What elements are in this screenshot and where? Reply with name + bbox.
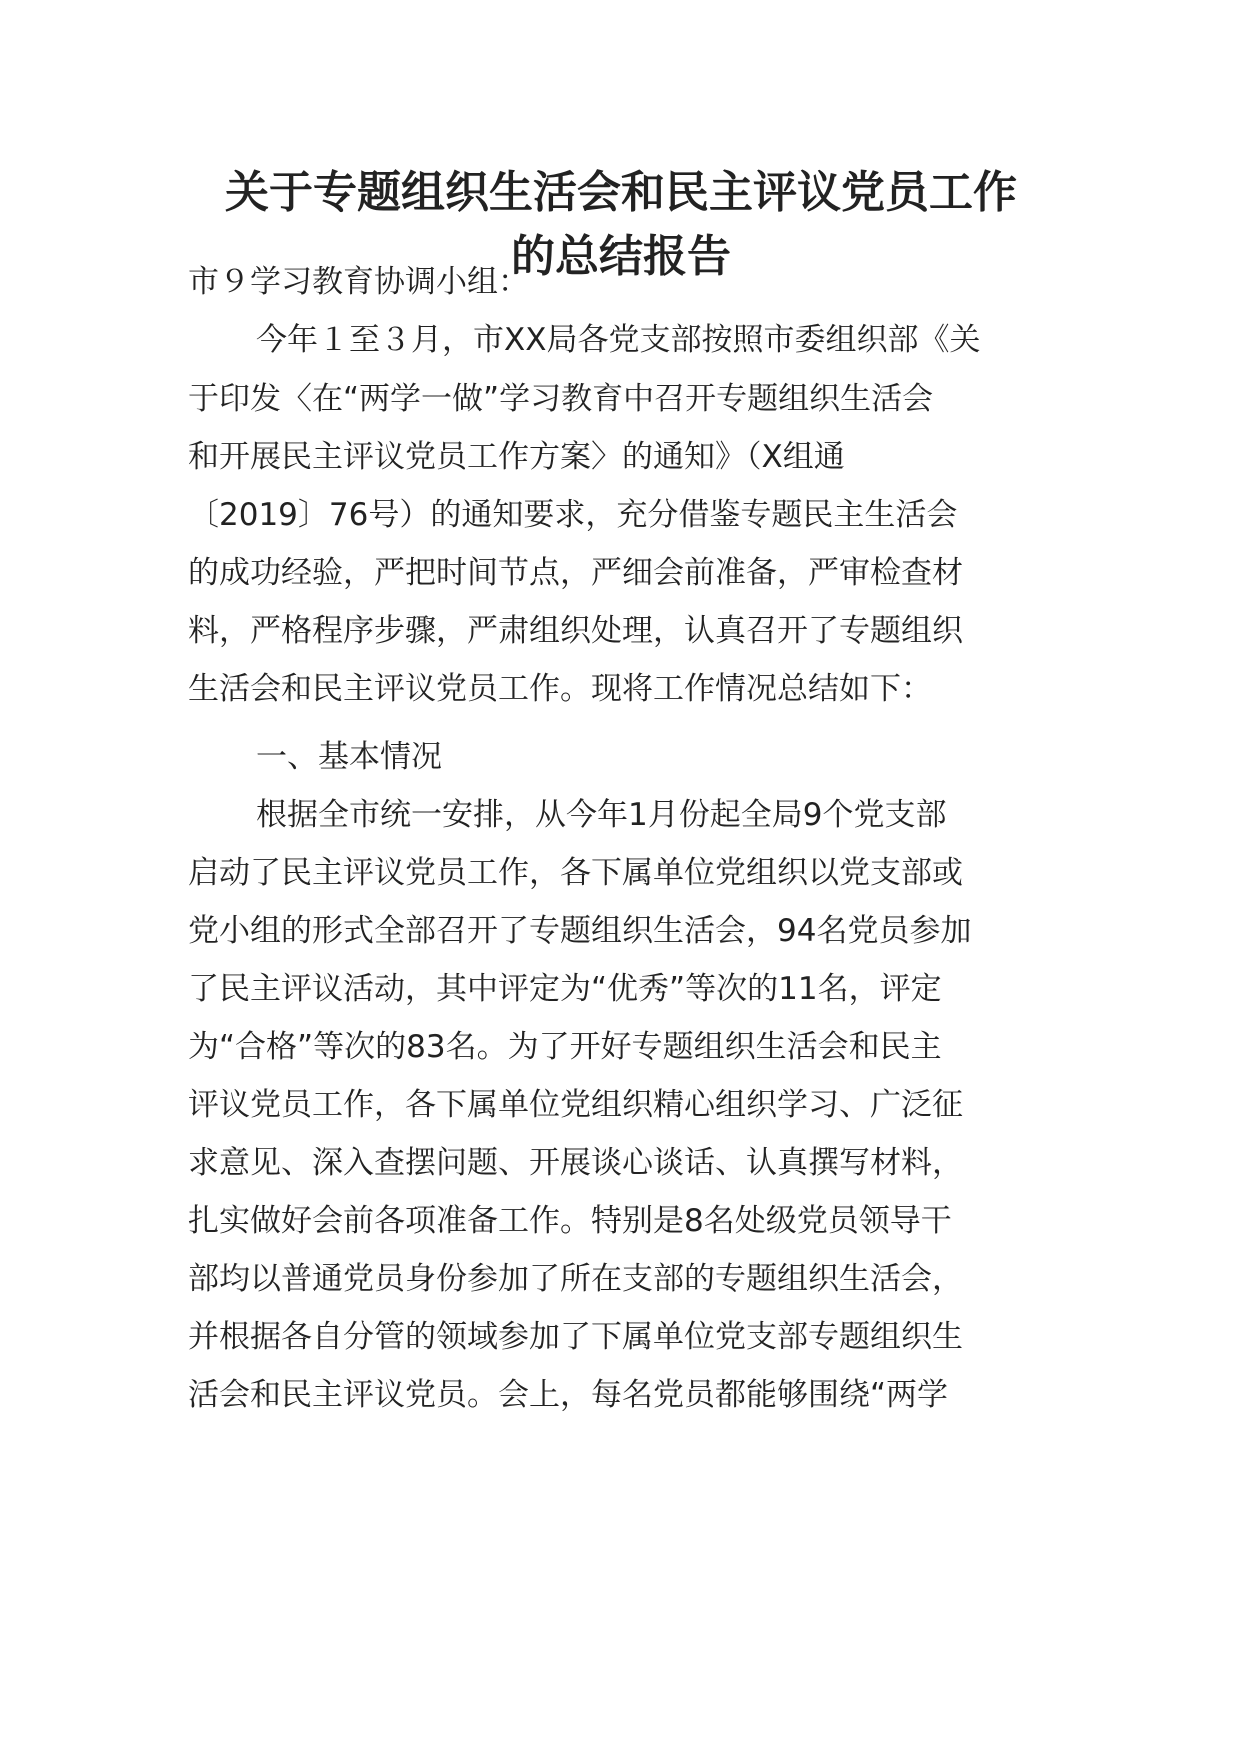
paragraph-2-line: 了民主评议活动，其中评定为“优秀”等次的11名，评定: [188, 971, 942, 1007]
paragraph-2-line: 并根据各自分管的领域参加了下属单位党支部专题组织生: [188, 1319, 963, 1355]
paragraph-1-line: 今年１至３月，市XX局各党支部按照市委组织部《关: [256, 322, 981, 358]
paragraph-2-line: 党小组的形式全部召开了专题组织生活会，94名党员参加: [188, 913, 972, 949]
document-title-line-1: 关于专题组织生活会和民主评议党员工作: [225, 167, 1017, 218]
paragraph-1-line: 〔2019〕76号）的通知要求，充分借鉴专题民主生活会: [188, 497, 958, 533]
paragraph-2-line: 求意见、深入查摆问题、开展谈心谈话、认真撰写材料，: [188, 1145, 963, 1181]
paragraph-2-line: 启动了民主评议党员工作，各下属单位党组织以党支部或: [188, 855, 963, 891]
paragraph-2-line: 活会和民主评议党员。会上，每名党员都能够围绕“两学: [188, 1377, 949, 1413]
paragraph-1-line: 生活会和民主评议党员工作。现将工作情况总结如下：: [188, 671, 932, 707]
paragraph-1-line: 的成功经验，严把时间节点，严细会前准备，严审检查材: [188, 555, 963, 591]
salutation: 市９学习教育协调小组：: [188, 264, 529, 300]
paragraph-2-line: 评议党员工作，各下属单位党组织精心组织学习、广泛征: [188, 1087, 963, 1123]
paragraph-2-line: 部均以普通党员身份参加了所在支部的专题组织生活会，: [188, 1261, 963, 1297]
paragraph-2-line: 为“合格”等次的83名。为了开好专题组织生活会和民主: [188, 1029, 942, 1065]
paragraph-2-line: 扎实做好会前各项准备工作。特别是8名处级党员领导干: [188, 1203, 952, 1239]
paragraph-1-line: 于印发〈在“两学一做”学习教育中召开专题组织生活会: [188, 381, 934, 417]
section-heading: 一、基本情况: [256, 739, 442, 775]
paragraph-1-line: 和开展民主评议党员工作方案〉的通知》（X组通: [188, 439, 845, 475]
paragraph-1-line: 料，严格程序步骤，严肃组织处理，认真召开了专题组织: [188, 613, 963, 649]
document-title-line-2: 的总结报告: [511, 231, 731, 282]
paragraph-2-line: 根据全市统一安排，从今年1月份起全局9个党支部: [256, 797, 947, 833]
